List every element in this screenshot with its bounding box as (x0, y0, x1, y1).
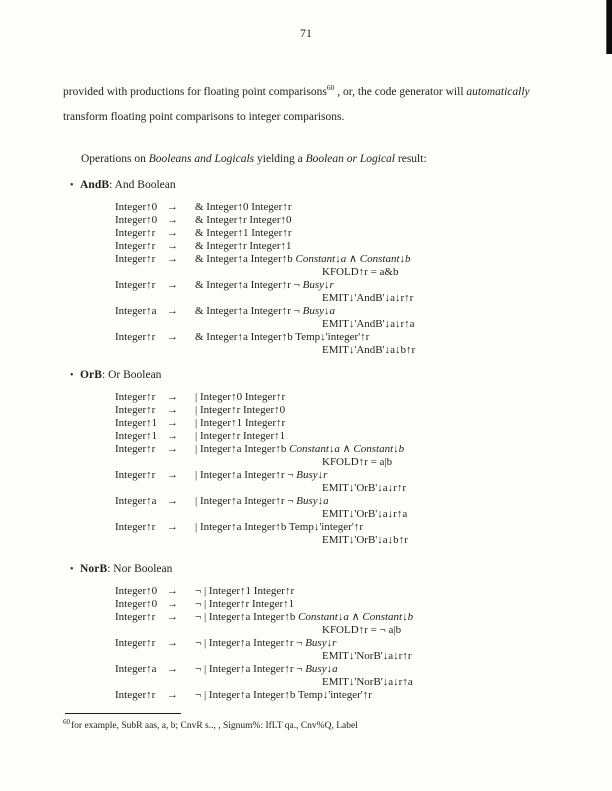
rule-rhs-text: & Integer↑a Integer↑r ¬ (195, 305, 303, 317)
rule-lhs: Integer↑r (115, 240, 156, 252)
rule-row (115, 598, 563, 611)
rule-lhs: Integer↑0 (115, 201, 158, 213)
arrow-glyph: → (167, 469, 178, 481)
rule-row (115, 637, 563, 650)
footnote-divider (65, 713, 181, 714)
rule-lhs: Integer↑r (115, 404, 156, 416)
rule-lhs: Integer↑a (115, 305, 157, 317)
rule-rhs (195, 663, 563, 676)
arrow-glyph: → (167, 227, 178, 239)
arrow-glyph: → (167, 279, 178, 291)
rule-rhs-text: | Integer↑a Integer↑r ¬ (195, 469, 297, 481)
rule-action: EMIT↓'AndB'↓a↓r↑r (322, 292, 414, 304)
arrow-glyph: → (167, 663, 178, 675)
section-name: AndB (80, 179, 110, 191)
rule-rhs-predicate: Busy↓a (305, 663, 338, 675)
rule-rhs-text: | Integer↑a Integer↑b Temp↓'integer'↑r (195, 521, 363, 533)
rule-rhs-predicate: Constant↓a ∧ Constant↓b (289, 443, 405, 455)
rule-rhs-text: & Integer↑a Integer↑b Temp↓'integer'↑r (195, 331, 370, 343)
arrow-glyph: → (167, 637, 178, 649)
arrow-glyph: → (167, 521, 178, 533)
paragraph-emphasis: automatically (466, 86, 530, 98)
section-orb (63, 367, 563, 547)
rule-rhs (195, 201, 563, 214)
arrow-glyph: → (167, 240, 178, 252)
rule-lhs: Integer↑r (115, 391, 156, 403)
rule-lhs: Integer↑a (115, 495, 157, 507)
rule-rhs-text: & Integer↑r Integer↑1 (195, 240, 292, 252)
rule-rhs (195, 417, 563, 430)
page-number: 71 (300, 26, 312, 40)
arrow-glyph: → (167, 331, 178, 343)
rule-lhs: Integer↑r (115, 227, 156, 239)
section-title-rest: : Or Boolean (102, 369, 162, 381)
rule-rhs-text: & Integer↑1 Integer↑r (195, 227, 292, 239)
rule-action: EMIT↓'OrB'↓a↓b↑r (322, 534, 408, 546)
rule-row (115, 240, 563, 253)
arrow-glyph: → (167, 495, 178, 507)
rule-rhs-text: | Integer↑a Integer↑b (195, 443, 290, 455)
paragraph-line-1 (63, 80, 563, 105)
rule-action: EMIT↓'NorB'↓a↓r↑r (322, 650, 412, 662)
rule-rhs (195, 253, 563, 266)
arrow-glyph: → (167, 585, 178, 597)
section-heading-norb (70, 561, 563, 578)
rule-rhs (195, 637, 563, 650)
rule-rhs-predicate: Busy↓r (305, 637, 337, 649)
rule-lhs: Integer↑r (115, 637, 156, 649)
footnote-marker: 60 (63, 717, 70, 726)
intro-text: Operations on (81, 153, 149, 165)
intro-paragraph (63, 80, 563, 130)
intro-emphasis: Boolean or Logical (305, 153, 396, 165)
rule-rhs (195, 585, 563, 598)
intro-text: yielding a (254, 153, 306, 165)
arrow-glyph: → (167, 598, 178, 610)
rule-rhs (195, 214, 563, 227)
rule-lhs: Integer↑r (115, 469, 156, 481)
rule-row (115, 227, 563, 240)
bullet-icon: • (70, 370, 74, 381)
arrow-glyph: → (167, 214, 178, 226)
rule-row (115, 430, 563, 443)
rule-row (115, 585, 563, 598)
rule-rhs-text: | Integer↑a Integer↑r ¬ (195, 495, 297, 507)
operations-intro (81, 151, 563, 167)
rule-row (115, 469, 563, 482)
rule-rhs-text: | Integer↑0 Integer↑r (195, 391, 286, 403)
rule-row (115, 443, 563, 456)
rules-andb (115, 201, 563, 357)
rule-lhs: Integer↑r (115, 611, 156, 623)
arrow-glyph: → (167, 611, 178, 623)
rule-lhs: Integer↑r (115, 253, 156, 265)
rule-rhs (195, 331, 563, 344)
rule-rhs-text: ¬ | Integer↑r Integer↑1 (195, 598, 295, 610)
rule-action: EMIT↓'NorB'↓a↓r↑a (322, 676, 413, 688)
rule-rhs-text: ¬ | Integer↑a Integer↑r ¬ (195, 637, 306, 649)
rule-rhs-text: ¬ | Integer↑a Integer↑b Temp↓'integer'↑r (195, 689, 372, 701)
rule-rhs-text: | Integer↑r Integer↑1 (195, 430, 286, 442)
arrow-glyph: → (167, 443, 178, 455)
section-name: OrB (80, 369, 103, 381)
arrow-glyph: → (167, 305, 178, 317)
rule-rhs (195, 430, 563, 443)
rule-rhs-predicate: Constant↓a ∧ Constant↓b (298, 611, 414, 623)
paragraph-line-2: transform floating point comparisons to integer comparisons. (63, 111, 345, 123)
rules-orb (115, 391, 563, 547)
footnote (63, 717, 563, 733)
rule-lhs: Integer↑0 (115, 585, 158, 597)
rule-rhs-text: & Integer↑a Integer↑r ¬ (195, 279, 303, 291)
rule-lhs: Integer↑1 (115, 417, 158, 429)
paragraph-text: provided with productions for floating point comparisons (63, 86, 327, 98)
rule-action: KFOLD↑r = a&b (322, 266, 399, 278)
rule-rhs (195, 521, 563, 534)
rule-row (115, 663, 563, 676)
rule-action: EMIT↓'OrB'↓a↓r↑r (322, 482, 406, 494)
arrow-glyph: → (167, 253, 178, 265)
paragraph-text: , or, the code generator will (334, 86, 467, 98)
rule-lhs: Integer↑r (115, 331, 156, 343)
footnote-reference: 60 (326, 83, 335, 93)
rule-row (115, 214, 563, 227)
rule-rhs (195, 689, 563, 702)
rule-rhs (195, 391, 563, 404)
rule-row (115, 611, 563, 624)
rule-rhs-text: ¬ | Integer↑a Integer↑r ¬ (195, 663, 306, 675)
rule-row (115, 417, 563, 430)
section-heading-andb (70, 177, 563, 194)
rule-rhs (195, 279, 563, 292)
bullet-icon: • (70, 564, 74, 575)
rule-rhs (195, 240, 563, 253)
rule-lhs: Integer↑0 (115, 214, 158, 226)
arrow-glyph: → (167, 430, 178, 442)
section-norb (63, 561, 563, 702)
rule-rhs (195, 305, 563, 318)
rule-lhs: Integer↑a (115, 663, 157, 675)
rule-rhs-text: | Integer↑1 Integer↑r (195, 417, 286, 429)
sections (63, 177, 563, 702)
rule-lhs: Integer↑r (115, 521, 156, 533)
rule-lhs: Integer↑r (115, 689, 156, 701)
rule-row (115, 305, 563, 318)
rule-lhs: Integer↑1 (115, 430, 158, 442)
rule-action: EMIT↓'AndB'↓a↓b↑r (322, 344, 416, 356)
rule-rhs-text: & Integer↑r Integer↑0 (195, 214, 292, 226)
arrow-glyph: → (167, 201, 178, 213)
rule-rhs-predicate: Constant↓a ∧ Constant↓b (295, 253, 411, 265)
arrow-glyph: → (167, 417, 178, 429)
rule-row (115, 279, 563, 292)
section-andb (63, 177, 563, 357)
rule-rhs (195, 495, 563, 508)
rule-rhs-predicate: Busy↓r (296, 469, 328, 481)
rule-rhs (195, 598, 563, 611)
page-content (63, 80, 563, 733)
arrow-glyph: → (167, 391, 178, 403)
rule-rhs (195, 443, 563, 456)
rule-rhs-predicate: Busy↓a (296, 495, 329, 507)
rule-row (115, 495, 563, 508)
rule-row (115, 391, 563, 404)
rule-rhs-text: | Integer↑r Integer↑0 (195, 404, 286, 416)
rule-lhs: Integer↑r (115, 443, 156, 455)
arrow-glyph: → (167, 689, 178, 701)
arrow-glyph: → (167, 404, 178, 416)
rule-row (115, 201, 563, 214)
rule-rhs (195, 611, 563, 624)
rule-action: KFOLD↑r = a|b (322, 456, 393, 468)
rule-rhs-predicate: Busy↓a (302, 305, 335, 317)
footnote-text: for example, SubR aas, a, b; CnvR s.., , Signum%: IfLT qa., Cnv%Q, Label (71, 721, 358, 731)
section-name: NorB (80, 563, 108, 575)
intro-emphasis: Booleans and Logicals (148, 153, 255, 165)
section-title-rest: : Nor Boolean (107, 563, 173, 575)
rule-rhs-text: ¬ | Integer↑1 Integer↑r (195, 585, 295, 597)
rule-row (115, 404, 563, 417)
rule-action: EMIT↓'OrB'↓a↓r↑a (322, 508, 408, 520)
rule-row (115, 331, 563, 344)
rule-rhs (195, 469, 563, 482)
rule-lhs: Integer↑0 (115, 598, 158, 610)
rule-rhs-predicate: Busy↓r (302, 279, 334, 291)
rules-norb (115, 585, 563, 702)
rule-row (115, 253, 563, 266)
rule-row (115, 689, 563, 702)
rule-rhs (195, 404, 563, 417)
rule-action: EMIT↓'AndB'↓a↓r↑a (322, 318, 415, 330)
rule-action: KFOLD↑r = ¬ a|b (322, 624, 402, 636)
rule-row (115, 521, 563, 534)
rule-rhs (195, 227, 563, 240)
section-title-rest: : And Boolean (109, 179, 176, 191)
rule-lhs: Integer↑r (115, 279, 156, 291)
bullet-icon: • (70, 180, 74, 191)
rule-rhs-text: & Integer↑0 Integer↑r (195, 201, 292, 213)
rule-rhs-text: ¬ | Integer↑a Integer↑b (195, 611, 299, 623)
rule-rhs-text: & Integer↑a Integer↑b (195, 253, 296, 265)
section-heading-orb (70, 367, 563, 384)
intro-text: result: (395, 153, 427, 165)
